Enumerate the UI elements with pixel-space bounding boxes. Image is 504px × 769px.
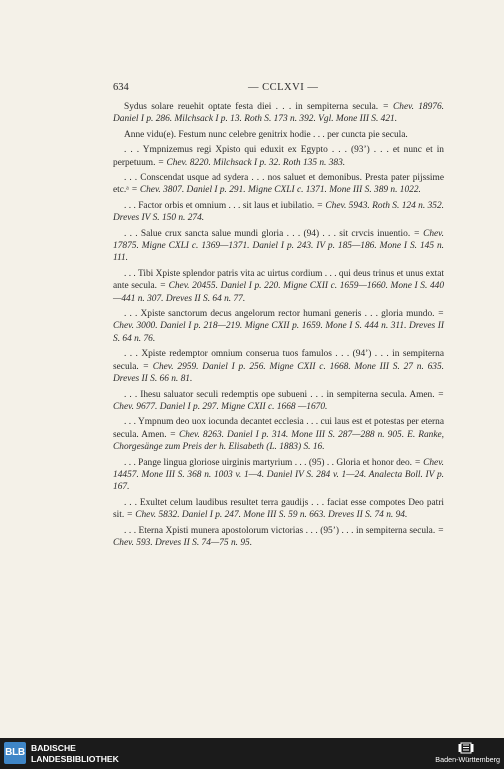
entry: . . . Factor orbis et omnium . . . sit laus et iubilatio. = Chev. 5943. Roth S. 124 n. 352. Dreves IV S. 150 n. 274. xyxy=(113,200,444,224)
entry: . . . Salue crux sancta salue mundi gloria . . . (94) . . . sit crvcis inuentio. = Chev. 17875. Migne CXLI c. 1369—1371. Daniel I p. 243. IV p. 185—186. Mone I S. 145 n. 111. xyxy=(113,228,444,264)
entry: . . . Pange lingua gloriose uirginis martyrium . . . (95) . . Gloria et honor deo. = Chev. 14457. Mone III S. 368 n. 1003 v. 1—4. Daniel IV S. 284 v. 1—24. Analecta Boll. IV p. 167. xyxy=(113,457,444,493)
entry: . . . Ihesu saluator seculi redemptis ope subueni . . . in sempiterna secula. Amen. = Chev. 9677. Daniel I p. 297. Migne CXII c. 1668 —1670. xyxy=(113,389,444,412)
entry: . . . Eterna Xpisti munera apostolorum victorias . . . (95’) . . . in sempiterna secula. = Chev. 593. Dreves II S. 74—75 n. 95. xyxy=(113,525,444,549)
blb-logo-icon[interactable]: BLB xyxy=(4,742,26,764)
entry: Anne vidu(e). Festum nunc celebre genitrix hodie . . . per cuncta pie secula. xyxy=(124,129,408,140)
entry: . . . Exultet celum laudibus resultet terra gaudijs . . . faciat esse compotes Deo patri sit. = Chev. 5832. Daniel I p. 247. Mone III S. 59 n. 663. Dreves II S. 74 n. 94. xyxy=(113,497,444,521)
entry: . . . Conscendat usque ad sydera . . . nos saluet et demonibus. Presta pater pijssime etc.ᵃ = Chev. 3807. Daniel I p. 291. Migne CXLI c. 1371. Mone III S. 389 n. 1022. xyxy=(113,172,444,196)
state-crest-icon xyxy=(458,741,474,754)
entry: . . . Tibi Xpiste splendor patris vita ac uirtus cordium . . . qui deus trinus et unus extat ante secula. = Chev. 20455. Daniel I p. 220. Migne CXII c. 1659—1660. Mone I S. 440—441 n. 307. Dreves II S. 64 n. 77. xyxy=(113,268,444,304)
entry: . . . Ympnum deo uox iocunda decantet ecclesia . . . cui laus est et potestas per eterna secula. Amen. = Chev. 8263. Daniel I p. 314. Mone III S. 287—288 n. 905. E. Ranke, Chorgesänge zum Preis der h. Elisabeth (L. 1883) S. 16. xyxy=(113,417,444,453)
entry: . . . Xpiste sanctorum decus angelorum rector humani generis . . . gloria mundo. = Chev. 3000. Daniel I p. 218—219. Migne CXII p. 1659. Mone I S. 444 n. 311. Dreves II S. 64 n. 76. xyxy=(113,309,444,344)
page-header xyxy=(113,82,444,96)
entry: Sydus solare reuehit optate festa diei . . . in sempiterna secula. = Chev. 18976. Daniel I p. 286. Milchsack I p. 13. Roth S. 173 n. 392. Vgl. Mone III S. 421. xyxy=(113,102,444,125)
body-text xyxy=(113,101,444,552)
library-name[interactable]: BADISCHE LANDESBIBLIOTHEK xyxy=(31,743,119,764)
page-number: 634 xyxy=(113,82,129,93)
entry: . . . Ympnizemus regi Xpisto qui eduxit ex Egypto . . . (93’) . . . et nunc et in perpetuum. = Chev. 8220. Milchsack I p. 32. Roth 135 n. 383. xyxy=(113,145,444,168)
state-label: Baden-Württemberg xyxy=(435,755,500,764)
section-numeral: — CCLXVI — xyxy=(248,82,319,93)
entry: . . . Xpiste redemptor omnium conserua tuos famulos . . . (94’) . . . in sempiterna secula. = Chev. 2959. Daniel I p. 256. Migne CXII c. 1668. Mone III S. 27 n. 635. Dreves II S. 66 n. 81. xyxy=(113,349,445,385)
